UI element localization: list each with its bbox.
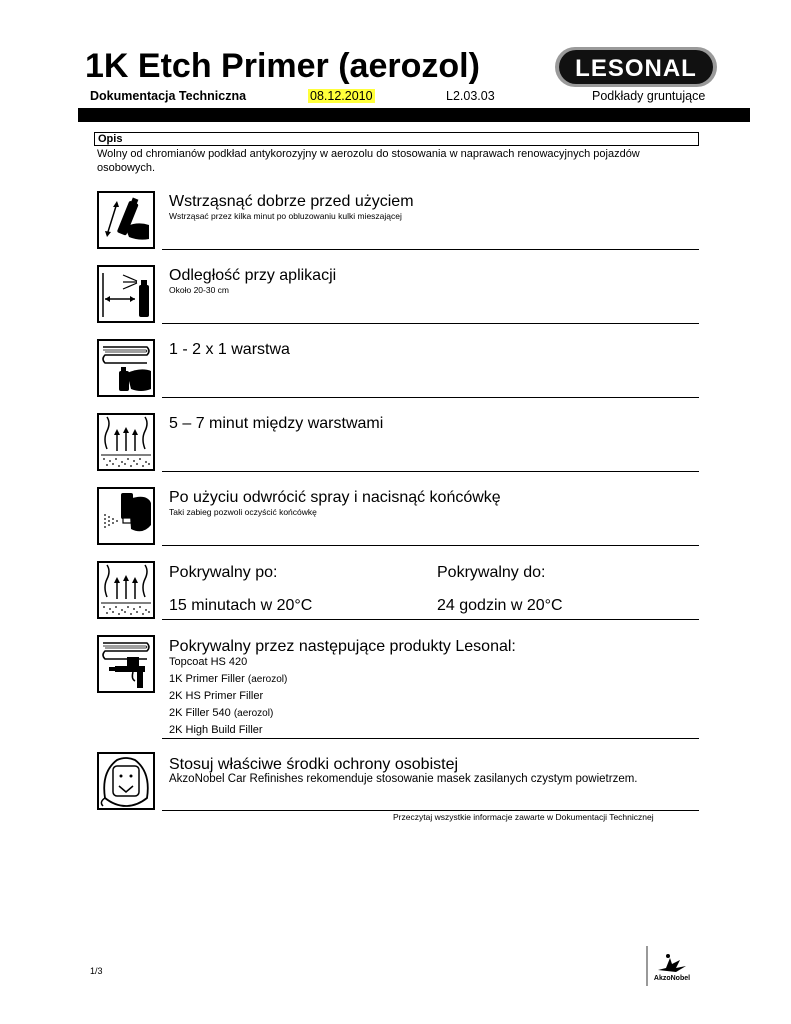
opis-box [94, 132, 699, 146]
spray-distance-icon [97, 265, 155, 323]
doc-code: L2.03.03 [446, 89, 495, 103]
list-item: 2K Filler 540 (aerozol) [169, 707, 274, 719]
akzonobel-logo [646, 946, 694, 986]
cleaning-subtitle: Taki zabieg pozwoli oczyścić końcówkę [169, 507, 317, 517]
overcoat-from-label: Pokrywalny po: [169, 564, 278, 581]
overcoat-to-value: 24 godzin w 20°C [437, 597, 563, 614]
page-title: 1K Etch Primer (aerozol) [85, 47, 480, 85]
lesonal-logo [553, 45, 719, 89]
overcoat-to-label: Pokrywalny do: [437, 564, 546, 581]
list-item: 1K Primer Filler (aerozol) [169, 673, 288, 685]
drying-icon [97, 561, 155, 619]
list-item: Topcoat HS 420 [169, 656, 248, 668]
list-item: 2K High Build Filler [169, 724, 263, 736]
distance-title: Odległość przy aplikacji [169, 267, 337, 284]
doc-category: Podkłady gruntujące [592, 89, 706, 103]
svg-text:LESONAL: LESONAL [575, 55, 697, 82]
safety-text: AkzoNobel Car Refinishes rekomenduje stosowanie masek zasilanych czystym powietrzem. [169, 773, 638, 785]
section-divider [162, 619, 699, 620]
spray-coats-icon [97, 339, 155, 397]
shake-title: Wstrząsnąć dobrze przed użyciem [169, 193, 414, 210]
cleaning-title: Po użyciu odwrócić spray i nacisnąć końcówkę [169, 489, 501, 506]
section-divider [162, 471, 699, 472]
section-divider [162, 810, 699, 811]
products-list [169, 654, 287, 739]
doc-date: 08.12.2010 [310, 89, 373, 103]
spray-gun-icon [97, 635, 155, 693]
products-title: Pokrywalny przez następujące produkty Lesonal: [169, 638, 516, 655]
flash-off-icon [97, 413, 155, 471]
overcoat-from-value: 15 minutach w 20°C [169, 597, 313, 614]
section-divider [162, 249, 699, 250]
opis-label: Opis [98, 133, 123, 145]
distance-subtitle: Około 20-30 cm [169, 285, 229, 295]
page-number: 1/3 [90, 966, 103, 976]
respirator-mask-icon [97, 752, 155, 810]
header-divider [78, 108, 750, 122]
shake-can-icon [97, 191, 155, 249]
section-divider [162, 738, 699, 739]
flash-title: 5 – 7 minut między warstwami [169, 415, 384, 432]
safety-title: Stosuj właściwe środki ochrony osobistej [169, 756, 459, 773]
svg-text:AkzoNobel: AkzoNobel [653, 975, 691, 982]
section-divider [162, 545, 699, 546]
footer-note: Przeczytaj wszystkie informacje zawarte w Dokumentacji Technicznej [393, 812, 654, 822]
shake-subtitle: Wstrząsać przez kilka minut po obluzowaniu kulki mieszającej [169, 211, 402, 221]
list-item: 2K HS Primer Filler [169, 690, 264, 702]
doc-type-label: Dokumentacja Techniczna [90, 89, 247, 103]
section-divider [162, 323, 699, 324]
opis-text: Wolny od chromianów podkład antykorozyjny w aerozolu do stosowania w naprawach renowacyjnych pojazdów osobowych. [97, 148, 640, 174]
coats-title: 1 - 2 x 1 warstwa [169, 341, 290, 358]
section-divider [162, 397, 699, 398]
invert-spray-icon [97, 487, 155, 545]
